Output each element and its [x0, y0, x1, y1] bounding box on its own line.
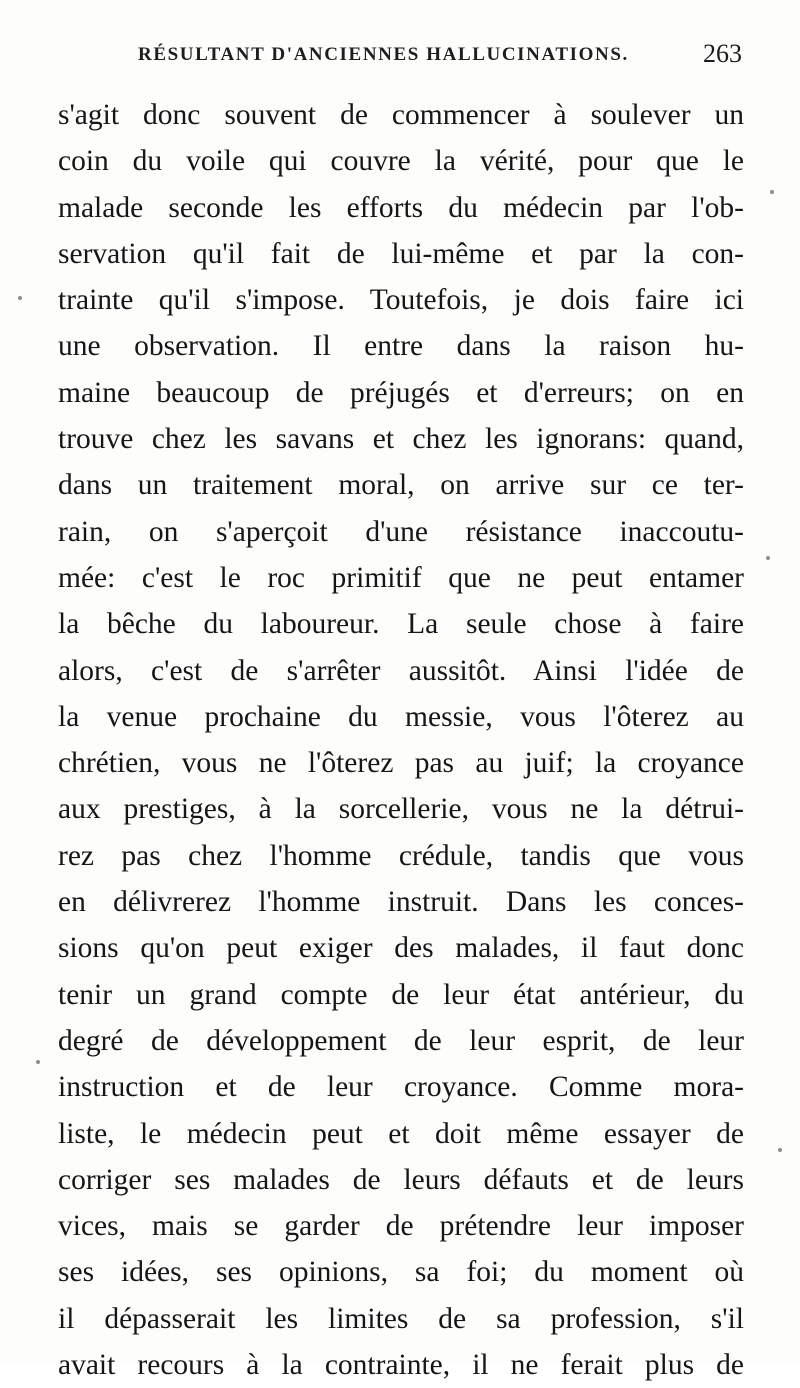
- text-line: trouve chez les savans et chez les ignorans: quand,: [58, 423, 744, 456]
- text-line: servation qu'il fait de lui-même et par la con-: [58, 237, 744, 270]
- page-number: 263: [703, 39, 742, 68]
- text-line: sions qu'on peut exiger des malades, il faut donc: [58, 932, 744, 965]
- text-line: vices, mais se garder de prétendre leur imposer: [58, 1210, 744, 1243]
- text-line: la bêche du laboureur. La seule chose à faire: [58, 608, 744, 641]
- scan-speck: [766, 556, 770, 560]
- text-line: ses idées, ses opinions, sa foi; du moment où: [58, 1256, 744, 1289]
- text-line: dans un traitement moral, on arrive sur ce ter-: [58, 469, 744, 502]
- scan-speck: [778, 1148, 782, 1152]
- text-line: tenir un grand compte de leur état antérieur, du: [58, 978, 744, 1011]
- text-line: corriger ses malades de leurs défauts et de leurs: [58, 1163, 744, 1196]
- text-line: degré de développement de leur esprit, de leur: [58, 1024, 744, 1057]
- text-line: la venue prochaine du messie, vous l'ôterez au: [58, 700, 744, 733]
- running-title: RÉSULTANT D'ANCIENNES HALLUCINATIONS.: [138, 44, 629, 65]
- text-line: en délivrerez l'homme instruit. Dans les conces-: [58, 886, 744, 919]
- text-line: chrétien, vous ne l'ôterez pas au juif; la croyance: [58, 747, 744, 780]
- text-line: rain, on s'aperçoit d'une résistance inaccoutu-: [58, 515, 744, 548]
- text-line: maine beaucoup de préjugés et d'erreurs; on en: [58, 376, 744, 409]
- text-line: instruction et de leur croyance. Comme mora-: [58, 1071, 744, 1104]
- text-line: malade seconde les efforts du médecin par l'ob-: [58, 191, 744, 224]
- text-line: liste, le médecin peut et doit même essayer de: [58, 1117, 744, 1150]
- text-line: trainte qu'il s'impose. Toutefois, je dois faire ici: [58, 284, 744, 317]
- scan-speck: [36, 1060, 40, 1064]
- text-line: rez pas chez l'homme crédule, tandis que vous: [58, 839, 744, 872]
- text-line: aux prestiges, à la sorcellerie, vous ne la détrui-: [58, 793, 744, 826]
- text-line: alors, c'est de s'arrêter aussitôt. Ainsi l'idée de: [58, 654, 744, 687]
- text-line: il dépasserait les limites de sa profession, s'il: [58, 1302, 744, 1335]
- body-text: [58, 92, 744, 1388]
- text-line: s'agit donc souvent de commencer à soulever un: [58, 99, 744, 131]
- text-line: mée: c'est le roc primitif que ne peut entamer: [58, 561, 744, 594]
- text-line: coin du voile qui couvre la vérité, pour que le: [58, 145, 744, 178]
- running-head: [60, 39, 742, 72]
- text-line: une observation. Il entre dans la raison hu-: [58, 330, 744, 363]
- scan-speck: [770, 190, 774, 194]
- scan-speck: [18, 296, 22, 300]
- text-line: avait recours à la contrainte, il ne ferait plus de: [58, 1349, 744, 1382]
